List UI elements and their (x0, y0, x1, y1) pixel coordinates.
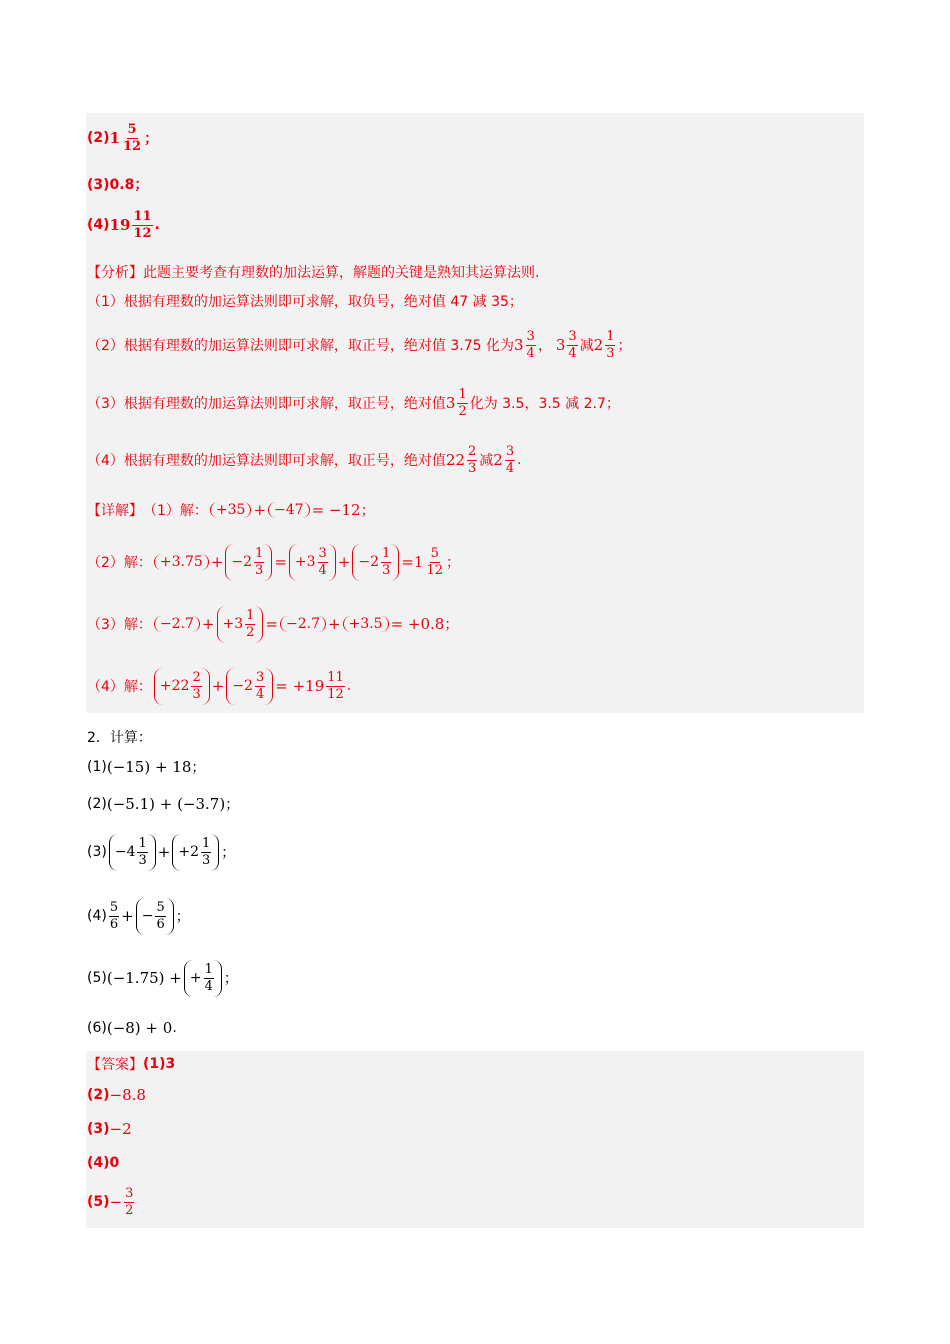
fraction-denominator: 2 (125, 1202, 134, 1218)
fraction-denominator: 3 (606, 345, 615, 361)
fraction-numerator: 3 (318, 545, 327, 561)
math-text: = (401, 553, 414, 571)
math-text: (−1.75) + (106, 969, 182, 987)
math-text: + (157, 843, 171, 861)
fraction-numerator: 1 (382, 545, 391, 561)
fraction-numerator: 3 (568, 328, 577, 344)
fraction (381, 546, 391, 579)
fraction-numerator: 1 (606, 328, 615, 344)
fraction-denominator: 6 (156, 916, 165, 932)
answer-whole: 1 (109, 129, 120, 147)
analysis-item-1: （1）根据有理数的加运算法则即可求解，取负号，绝对值 47 减 35； (87, 294, 523, 310)
fraction (155, 900, 165, 933)
math-text: = (274, 553, 287, 571)
analysis-text: 此题主要考查有理数的加法运算，解题的关键是熟知其运算法则. (143, 265, 540, 281)
fraction-denominator: 4 (505, 460, 515, 476)
fraction-numerator: 2 (468, 443, 477, 459)
parenthesized-term: −2 $\frac{1}{3}$ (352, 544, 399, 581)
fraction-denominator: 12 (426, 562, 443, 578)
detail-item-1: 【详解】 （1）解： +35 + −47 = −12 ； (87, 501, 375, 519)
answer-2-5: (5) − $\frac{3}{2}$ (87, 1185, 134, 1218)
fraction (467, 444, 477, 477)
question-2-item-6: (6) (−8) + 0 . (87, 1019, 177, 1037)
question-2-item-5: (5) (−1.75) + + $\frac{1}{4}$ ； (87, 956, 238, 1000)
analysis-heading (87, 261, 539, 283)
parenthesized-term: −47 (268, 502, 310, 518)
math-text: 2 (593, 336, 604, 354)
math-text: 2 (493, 451, 503, 469)
fraction (526, 329, 536, 362)
math-text: (−15) + 18 (106, 758, 192, 776)
fraction-numerator: 5 (430, 545, 439, 561)
fraction-numerator: 5 (127, 121, 137, 137)
fraction (191, 670, 201, 703)
answer-2-3: (3) −2 (87, 1120, 132, 1138)
analysis-item-2: （2）根据有理数的加运算法则即可求解，取正号，绝对值 3.75 化为 3 $\frac{3}{4}$ ， 3 $\frac{3}{4}$ 减 2 $\frac{1}{3}$ ； (87, 328, 632, 361)
math-text: + (337, 553, 351, 571)
math-text: + (253, 501, 267, 519)
answer-3: (3)0.8； (87, 177, 149, 193)
math-text: −2 (109, 1120, 132, 1138)
fraction-numerator: 1 (255, 545, 264, 561)
math-text: + (211, 677, 225, 695)
fraction-denominator: 3 (382, 562, 391, 578)
math-text: 3 (555, 336, 566, 354)
fraction-numerator: 1 (458, 386, 467, 402)
fraction-denominator: 12 (133, 225, 152, 241)
math-text: + (121, 907, 134, 925)
fraction-numerator: 3 (505, 443, 515, 459)
math-text: −8.8 (109, 1086, 146, 1104)
detail-tag: 【详解】 (87, 503, 143, 519)
math-text: 22 (445, 451, 465, 469)
analysis-item-4: （4）根据有理数的加运算法则即可求解，取正号，绝对值 22 $\frac{2}{3}$ 减 2 $\frac{3}{4}$ . (87, 443, 522, 476)
analysis-tag: 【分析】 (87, 265, 143, 281)
fraction-numerator: 1 (201, 835, 211, 851)
fraction-denominator: 3 (201, 852, 211, 868)
fraction-denominator: 4 (204, 978, 213, 994)
fraction-denominator: 12 (327, 686, 344, 702)
math-text: = −12 (311, 501, 361, 519)
fraction-denominator: 6 (109, 916, 119, 932)
math-text: = +0.8 (390, 615, 445, 633)
math-text: (−8) + 0 (106, 1019, 173, 1037)
math-text: + (328, 615, 341, 633)
math-text: = (265, 615, 278, 633)
fraction-numerator: 1 (204, 961, 213, 977)
detail-item-3: （3）解： −2.7 + +3 $\frac{1}{2}$ = −2.7 + +3.5 = +0.8 ； (87, 602, 458, 646)
parenthesized-term: −2.7 (154, 616, 200, 632)
parenthesized-term: +3.5 (343, 616, 389, 632)
fraction-denominator: 12 (122, 138, 142, 154)
answer-2-2: (2) −8.8 (87, 1086, 146, 1104)
math-text: 3 (513, 336, 524, 354)
fraction-denominator: 4 (568, 345, 577, 361)
fraction-numerator: 11 (327, 669, 344, 685)
math-text: = +19 (275, 677, 325, 695)
fraction (425, 546, 444, 579)
math-text: + (210, 553, 224, 571)
parenthesized-term: +35 (210, 502, 252, 518)
answer-label: (2) (87, 130, 110, 146)
question-2-item-1: (1) (−15) + 18 ； (87, 758, 206, 776)
fraction-numerator: 3 (255, 669, 265, 685)
fraction (201, 836, 211, 869)
fraction-numerator: 1 (246, 607, 255, 623)
answer-2-1: 【答案】 (1)3 (87, 1056, 176, 1073)
fraction-numerator: 2 (192, 669, 201, 685)
fraction-denominator: 2 (246, 624, 255, 640)
question-2-item-3: (3) −4 $\frac{1}{3}$ + +2 $\frac{1}{3}$ ； (87, 830, 235, 874)
detail-item-2: （2）解： +3.75 + −2 $\frac{1}{3}$ = +3 $\frac{3}{4}$ + −2 $\frac{1}{3}$ = 1 $\frac{5}{12}$ ； (87, 540, 460, 584)
answer-2-4: (4)0 (87, 1155, 120, 1171)
fraction (605, 329, 615, 362)
fraction (457, 387, 467, 420)
parenthesized-term: −2.7 (280, 616, 326, 632)
math-text: 1 (413, 553, 424, 571)
fraction-numerator: 11 (133, 208, 152, 224)
fraction-denominator: 2 (458, 403, 467, 419)
parenthesized-term: +2 $\frac{1}{3}$ (172, 834, 219, 871)
question-2-title: 2．计算： (87, 730, 152, 746)
fraction (124, 1186, 134, 1219)
fraction (255, 670, 265, 703)
fraction-denominator: 4 (318, 562, 327, 578)
fraction (318, 546, 328, 579)
answer-2: (2) 1 $\frac{5}{12}$ ； (87, 121, 159, 154)
fraction (109, 900, 119, 933)
fraction (137, 836, 147, 869)
fraction-numerator: 3 (125, 1185, 134, 1201)
parenthesized-term: + $\frac{1}{4}$ (184, 960, 222, 997)
parenthesized-term: +3 $\frac{3}{4}$ (289, 544, 336, 581)
fraction-numerator: 3 (526, 328, 535, 344)
answer-4: (4) 19 $\frac{11}{12}$ . (87, 208, 160, 241)
fraction-numerator: 1 (138, 835, 147, 851)
fraction-denominator: 4 (526, 345, 535, 361)
fraction (132, 209, 152, 242)
fraction-numerator: 5 (156, 899, 165, 915)
fraction (122, 122, 142, 155)
fraction-denominator: 3 (138, 852, 147, 868)
question-2-item-2: (2) (−5.1) + (−3.7) ； (87, 795, 240, 813)
answer-tag: 【答案】 (87, 1057, 143, 1073)
parenthesized-term: −4 $\frac{1}{3}$ (109, 834, 156, 871)
fraction-denominator: 3 (468, 460, 477, 476)
detail-item-4: （4）解： +22 $\frac{2}{3}$ + −2 $\frac{3}{4}$ = +19 $\frac{11}{12}$ . (87, 664, 351, 708)
parenthesized-term: +22 $\frac{2}{3}$ (154, 668, 210, 705)
question-2-item-4: (4) $\frac{5}{6}$ + − $\frac{5}{6}$ ； (87, 894, 190, 938)
fraction (326, 670, 345, 703)
fraction (567, 329, 577, 362)
fraction-denominator: 3 (192, 686, 201, 702)
math-text: (−5.1) + (−3.7) (106, 795, 226, 813)
parenthesized-term: −2 $\frac{1}{3}$ (225, 544, 272, 581)
parenthesized-term: +3 $\frac{1}{2}$ (217, 606, 264, 643)
fraction-denominator: 3 (255, 562, 264, 578)
math-text: 19 (109, 216, 131, 234)
analysis-item-3: （3）根据有理数的加运算法则即可求解，取正号，绝对值 3 $\frac{1}{2}$ 化为 3.5，3.5 减 2.7； (87, 386, 620, 419)
fraction-numerator: 5 (109, 899, 119, 915)
parenthesized-term: +3.75 (154, 554, 209, 570)
parenthesized-term: −2 $\frac{3}{4}$ (226, 668, 273, 705)
fraction (204, 962, 214, 995)
fraction (254, 546, 264, 579)
fraction (505, 444, 515, 477)
parenthesized-term: − $\frac{5}{6}$ (136, 898, 174, 935)
math-text: 3 (445, 394, 456, 412)
math-text: + (201, 615, 215, 633)
math-text: − (109, 1193, 123, 1211)
fraction-denominator: 4 (255, 686, 265, 702)
fraction (245, 608, 255, 641)
answer-block-2 (86, 1051, 864, 1228)
